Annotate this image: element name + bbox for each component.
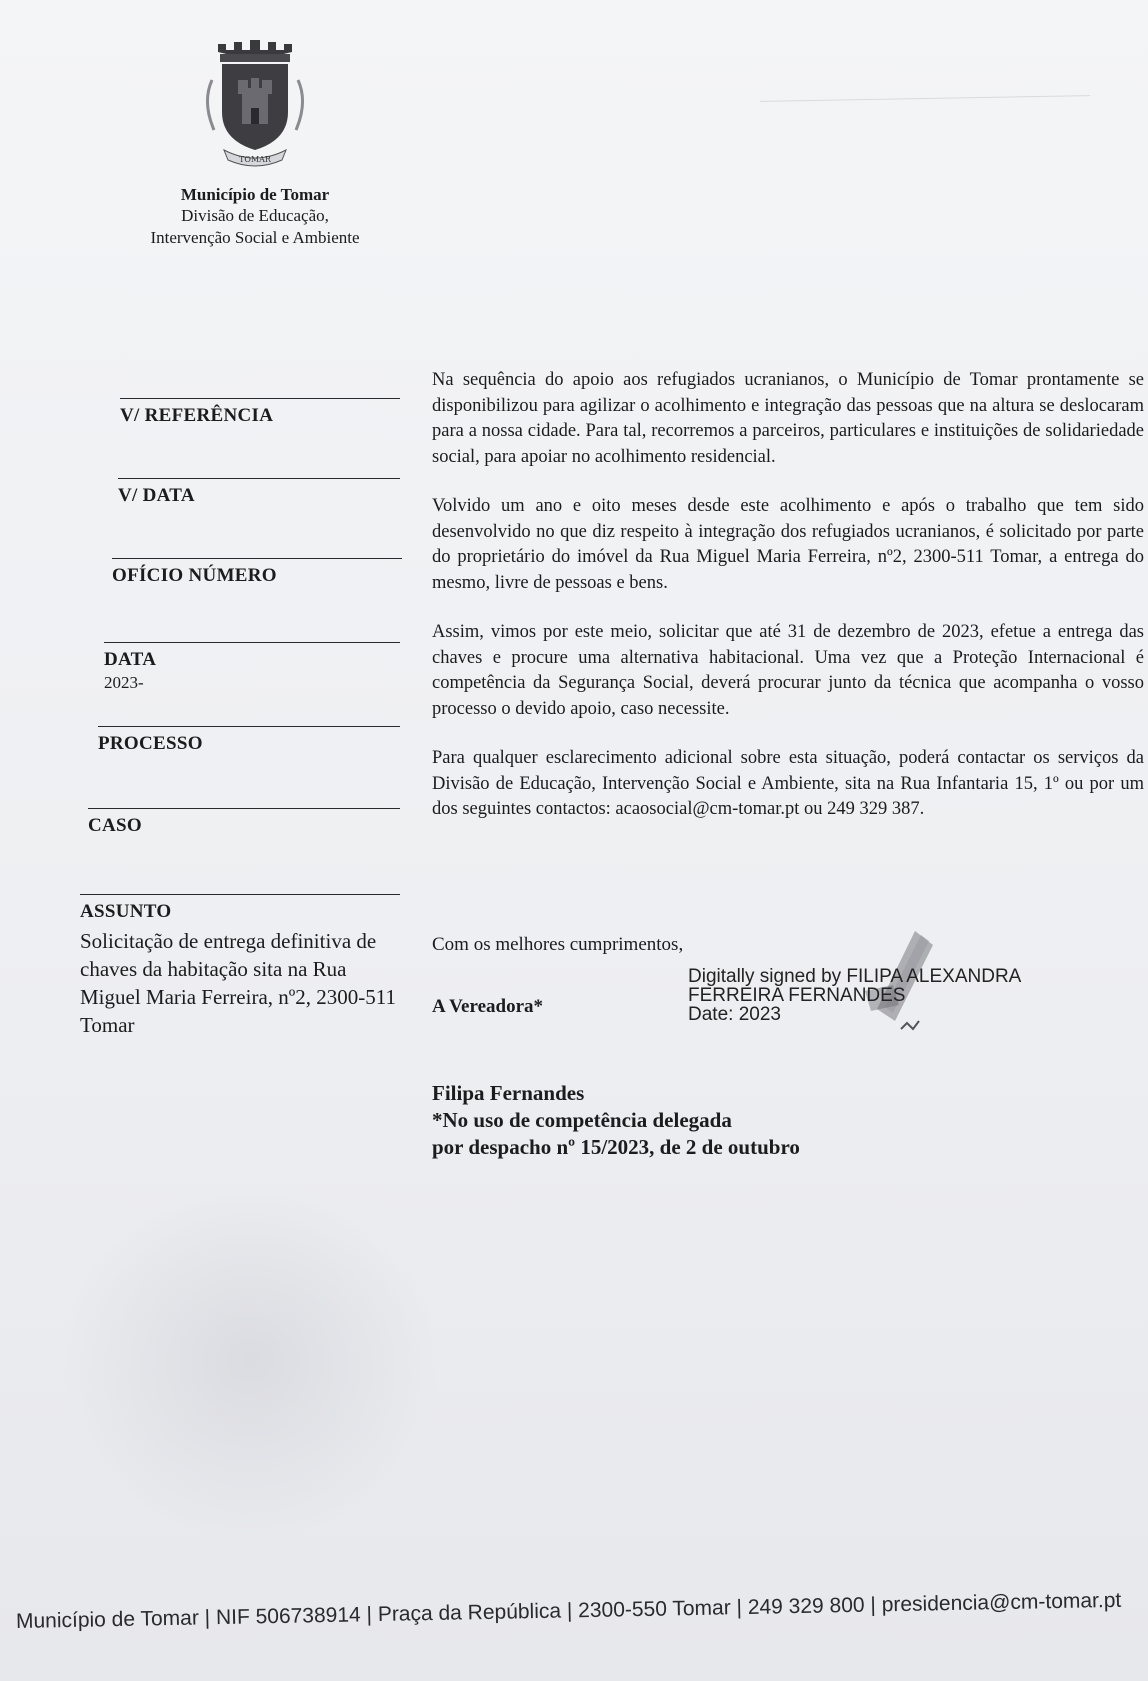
paper-shadow bbox=[60, 1180, 440, 1540]
body-paragraph-4: Para qualquer esclarecimento adicional sobre esta situação, poderá contactar os serviços da Divisão de Educação, Intervenção Social e Ambiente, sita na Rua Infantaria 15, 1º ou por um dos seguintes contactos: acaosocial@cm-tomar.pt ou 249 329 387. bbox=[432, 748, 1144, 819]
field-label: DATA bbox=[104, 649, 157, 670]
signature-line2: FERREIRA FERNANDES bbox=[688, 985, 906, 1006]
signer-name: Filipa Fernandes bbox=[432, 1081, 585, 1105]
field-label: OFÍCIO NÚMERO bbox=[112, 565, 277, 586]
field-label: V/ DATA bbox=[118, 485, 195, 506]
field-rule bbox=[112, 558, 402, 559]
letterhead bbox=[120, 40, 390, 249]
field-rule bbox=[118, 478, 400, 479]
faint-rule bbox=[760, 95, 1090, 102]
field-rule bbox=[104, 642, 400, 643]
delegation-note-line2: por despacho nº 15/2023, de 2 de outubro bbox=[432, 1135, 800, 1159]
field-rule bbox=[98, 726, 400, 727]
field-rule bbox=[88, 808, 400, 809]
body-paragraph-1: Na sequência do apoio aos refugiados ucranianos, o Município de Tomar prontamente se disponibilizou para agilizar o acolhimento e integração das pessoas que na altura se deslocaram para a nossa cidade. Para tal, recorremos a parceiros, particulares e instituições de solidariedade social, para apoiar no acolhimento residencial. bbox=[432, 370, 1144, 467]
field-label: V/ REFERÊNCIA bbox=[120, 405, 274, 426]
field-v-data bbox=[118, 478, 458, 507]
page-footer: Município de Tomar | NIF 506738914 | Praça da República | 2300-550 Tomar | 249 329 800 | presidencia@cm-tomar.pt bbox=[15, 1588, 1122, 1633]
body-paragraph-3: Assim, vimos por este meio, solicitar que até 31 de dezembro de 2023, efetue a entrega das chaves e procure uma alternativa habitacional. Uma vez que a Proteção Internacional é competência da Segurança Social, deverá procurar junto da técnica que acompanha o vosso processo o devido apoio, caso necessite. bbox=[432, 622, 1144, 719]
signature-date: Date: 2023 bbox=[688, 1004, 781, 1025]
field-value: 2023- bbox=[104, 673, 144, 692]
division-line2: Intervenção Social e Ambiente bbox=[150, 228, 360, 247]
closing-greeting: Com os melhores cumprimentos, bbox=[432, 934, 684, 955]
field-v-referencia bbox=[120, 398, 460, 427]
assunto-text: Solicitação de entrega definitiva de chaves da habitação sita na Rua Miguel Maria Ferreira, nº2, 2300-511 Tomar bbox=[80, 929, 396, 1037]
org-name: Município de Tomar bbox=[180, 185, 330, 204]
field-label: PROCESSO bbox=[98, 733, 203, 754]
field-label: CASO bbox=[88, 815, 142, 836]
field-processo bbox=[98, 726, 438, 755]
field-assunto bbox=[80, 894, 400, 1039]
field-label: ASSUNTO bbox=[80, 901, 172, 922]
body-paragraph-2: Volvido um ano e oito meses desde este acolhimento e após o trabalho que tem sido desenvolvido no que diz respeito à integração dos refugiados ucranianos, é solicitado por parte do proprietário do imóvel da Rua Miguel Maria Ferreira, nº2, 2300-511 Tomar, a entrega do mesmo, livre de pessoas e bens. bbox=[432, 496, 1144, 593]
division-line1: Divisão de Educação, bbox=[181, 206, 329, 225]
field-rule bbox=[80, 894, 400, 895]
letter-body bbox=[432, 368, 1144, 847]
municipal-crest-logo bbox=[190, 40, 320, 170]
field-data bbox=[104, 642, 444, 693]
delegation-note-line1: *No uso de competência delegada bbox=[432, 1108, 732, 1132]
signer-block bbox=[432, 1080, 800, 1161]
field-oficio-numero bbox=[112, 558, 452, 587]
signer-role: A Vereadora* bbox=[432, 996, 544, 1017]
field-caso bbox=[88, 808, 428, 837]
crest-ribbon-text: TOMAR bbox=[239, 155, 271, 164]
signature-line1: Digitally signed by FILIPA ALEXANDRA bbox=[688, 966, 1022, 987]
digital-signature-block bbox=[688, 967, 1108, 1024]
field-rule bbox=[120, 398, 400, 399]
